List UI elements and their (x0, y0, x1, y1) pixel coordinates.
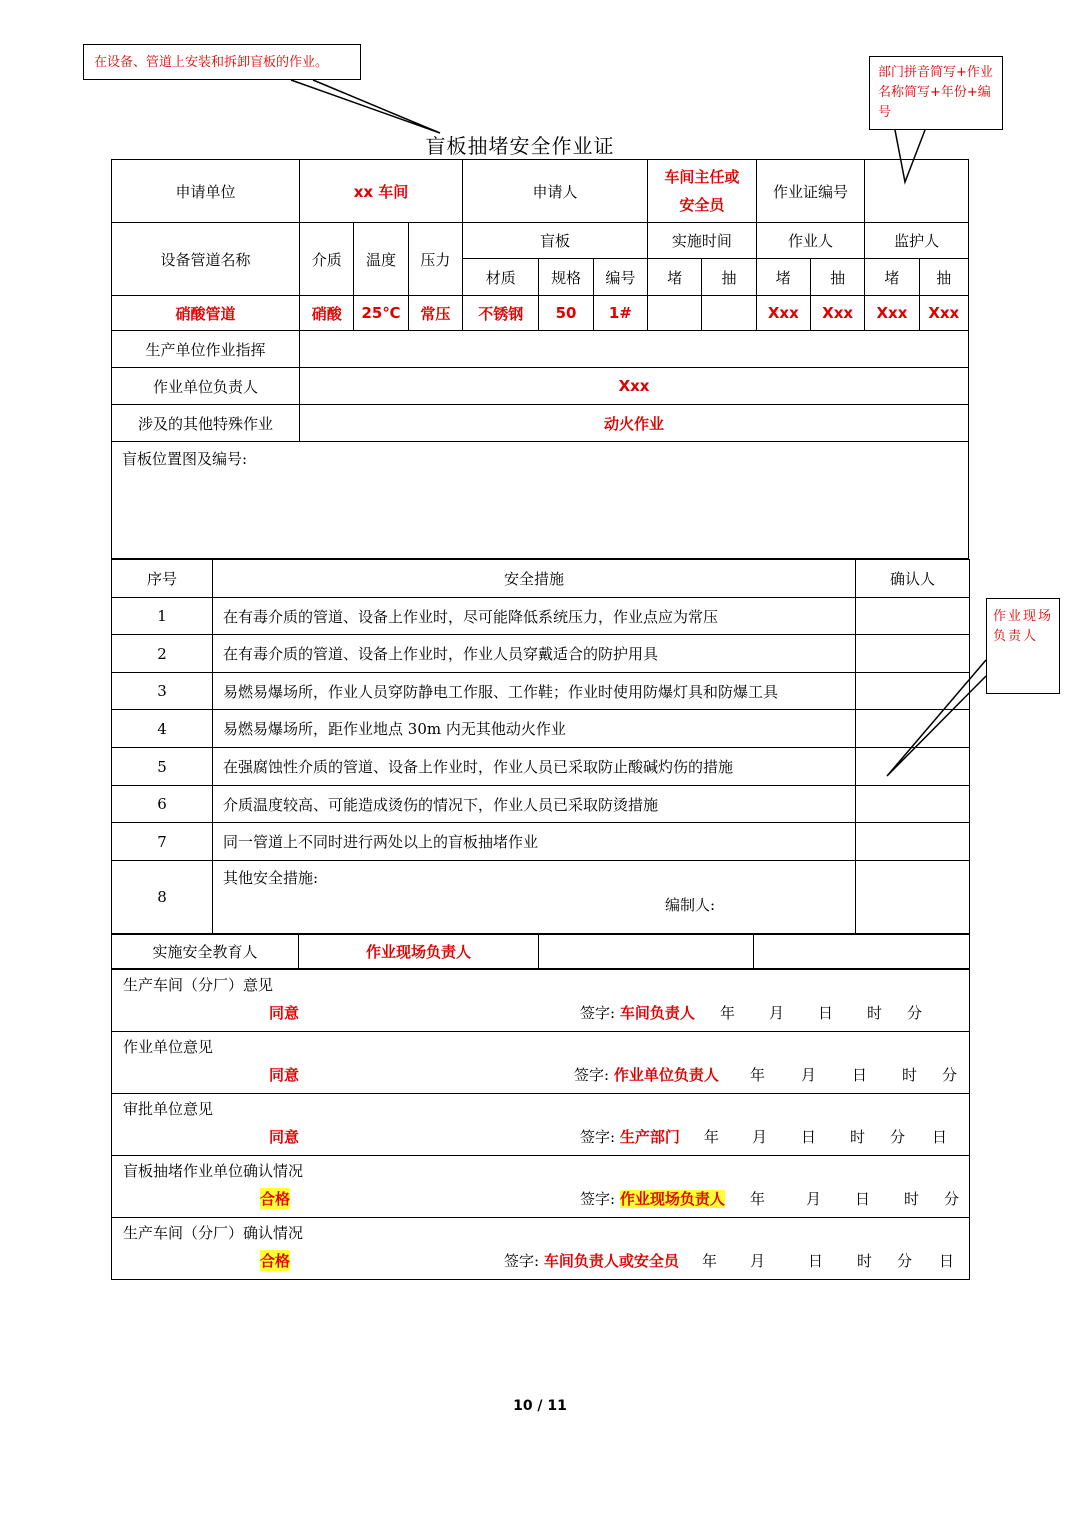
opinion-label: 作业单位意见 (123, 1038, 214, 1056)
spec-label: 规格 (539, 259, 593, 296)
measure-row (112, 598, 970, 635)
measure-text: 介质温度较高、可能造成烫伤的情况下，作业人员已采取防烫措施 (213, 786, 856, 823)
worker-pull-label: 抽 (810, 259, 864, 296)
document-title: 盲板抽堵安全作业证 (425, 134, 615, 158)
measure-no: 8 (112, 861, 213, 934)
opinion-work-unit[interactable] (112, 1032, 970, 1094)
worker-plug-value: Xxx (756, 296, 810, 331)
apply-unit-label: 申请单位 (112, 160, 300, 223)
measure-confirm[interactable] (856, 598, 970, 635)
signature (580, 1002, 695, 1023)
measure-row (112, 710, 970, 748)
callout-confirmer-note: 作业现场负责人 (986, 598, 1060, 694)
command-label: 生产单位作业指挥 (112, 331, 300, 368)
measure-confirm[interactable] (856, 710, 970, 748)
time-label: 实施时间 (648, 223, 757, 259)
time-unit-day: 日 (801, 1128, 817, 1146)
applicant-label: 申请人 (462, 160, 647, 223)
other-measures-label: 其他安全措施: (223, 869, 319, 887)
time-unit-hour: 时 (857, 1252, 873, 1270)
opinion-blind-unit-confirm[interactable] (112, 1156, 970, 1218)
time-unit-hour: 时 (904, 1190, 920, 1208)
blind-position-label: 盲板位置图及编号: (122, 450, 248, 468)
measure-confirm[interactable] (856, 748, 970, 786)
measure-no: 6 (112, 786, 213, 823)
time-unit-minute: 分 (897, 1252, 913, 1270)
applicant-value (648, 160, 757, 223)
permit-number-value[interactable] (865, 160, 969, 223)
opinion-label: 盲板抽堵作业单位确认情况 (123, 1162, 304, 1180)
worker-pull-value: Xxx (810, 296, 864, 331)
measure-row (112, 823, 970, 861)
number-label: 编号 (593, 259, 647, 296)
permit-number-label: 作业证编号 (756, 160, 865, 223)
guard-label: 监护人 (865, 223, 969, 259)
measure-text: 易燃易爆场所，作业人员穿防静电工作服、工作鞋；作业时使用防爆灯具和防爆工具 (213, 673, 856, 710)
callout-permit-number-rule: 部门拼音简写+作业名称简写+年份+编号 (869, 56, 1003, 130)
measure-row (112, 786, 970, 823)
guard-plug-label: 堵 (865, 259, 919, 296)
measure-no: 1 (112, 598, 213, 635)
time-unit-month: 月 (769, 1004, 785, 1022)
applicant-value-line2: 安全员 (679, 196, 725, 214)
temperature-value: 25℃ (354, 296, 408, 331)
time-unit-minute: 分 (890, 1128, 906, 1146)
opinion-label: 生产车间（分厂）确认情况 (123, 1224, 304, 1242)
sign-value: 车间负责人 (619, 1004, 695, 1022)
measure-row (112, 748, 970, 786)
measure-text: 易燃易爆场所，距作业地点 30m 内无其他动火作业 (213, 710, 856, 748)
signature (580, 1188, 725, 1209)
time-unit-hour: 时 (867, 1004, 883, 1022)
number-value: 1# (593, 296, 647, 331)
special-work-value: 动火作业 (300, 405, 969, 442)
measure-no: 7 (112, 823, 213, 861)
time-pull-value[interactable] (702, 296, 756, 331)
sign-label: 签字: (580, 1004, 616, 1022)
measure-row (112, 635, 970, 673)
time-unit-day: 日 (855, 1190, 871, 1208)
page-number: 10 / 11 (513, 1398, 567, 1414)
measure-confirm[interactable] (856, 823, 970, 861)
medium-value: 硝酸 (300, 296, 354, 331)
time-unit-hour: 时 (850, 1128, 866, 1146)
temperature-label: 温度 (354, 223, 408, 296)
command-value[interactable] (300, 331, 969, 368)
time-unit-day-2: 日 (939, 1252, 955, 1270)
time-unit-month: 月 (801, 1066, 817, 1084)
permit-form (111, 159, 969, 1280)
measure-no: 4 (112, 710, 213, 748)
opinion-value: 同意 (269, 1066, 300, 1084)
time-unit-year: 年 (704, 1128, 720, 1146)
sign-label: 签字: (580, 1128, 616, 1146)
equipment-name-label: 设备管道名称 (112, 223, 300, 296)
worker-plug-label: 堵 (756, 259, 810, 296)
sign-label: 签字: (504, 1252, 540, 1270)
callout-work-definition: 在设备、管道上安装和拆卸盲板的作业。 (83, 44, 361, 80)
time-unit-minute: 分 (942, 1066, 958, 1084)
time-plug-label: 堵 (648, 259, 702, 296)
time-unit-month: 月 (806, 1190, 822, 1208)
time-unit-year: 年 (720, 1004, 736, 1022)
time-unit-minute: 分 (944, 1190, 960, 1208)
measure-no: 3 (112, 673, 213, 710)
sign-value: 生产部门 (619, 1128, 680, 1146)
opinion-label: 生产车间（分厂）意见 (123, 976, 274, 994)
signature (504, 1250, 679, 1271)
spec-value: 50 (539, 296, 593, 331)
special-work-label: 涉及的其他特殊作业 (112, 405, 300, 442)
time-unit-hour: 时 (902, 1066, 918, 1084)
measure-header: 安全措施 (213, 560, 856, 598)
sign-value: 车间负责人或安全员 (543, 1252, 679, 1270)
pressure-label: 压力 (408, 223, 462, 296)
opinion-value: 同意 (269, 1128, 300, 1146)
signature (580, 1126, 680, 1147)
apply-unit-value: xx 车间 (300, 160, 463, 223)
measure-text: 在有毒介质的管道、设备上作业时，作业人员穿戴适合的防护用具 (213, 635, 856, 673)
leader-value: Xxx (300, 368, 969, 405)
measure-row-other (112, 861, 970, 934)
time-unit-minute: 分 (907, 1004, 923, 1022)
blind-position-area[interactable] (112, 442, 969, 559)
sign-label: 签字: (574, 1066, 610, 1084)
opinion-value: 合格 (260, 1252, 291, 1270)
opinion-value: 同意 (269, 1004, 300, 1022)
leader-label: 作业单位负责人 (112, 368, 300, 405)
guard-pull-label: 抽 (919, 259, 968, 296)
time-unit-day: 日 (808, 1252, 824, 1270)
measure-confirm[interactable] (856, 635, 970, 673)
opinion-workshop[interactable] (112, 970, 970, 1032)
sign-value: 作业现场负责人 (619, 1190, 725, 1208)
education-blank-1[interactable] (539, 935, 754, 969)
time-unit-month: 月 (750, 1252, 766, 1270)
opinion-label: 审批单位意见 (123, 1100, 214, 1118)
sign-value: 作业单位负责人 (613, 1066, 719, 1084)
material-value: 不锈钢 (462, 296, 538, 331)
worker-label: 作业人 (756, 223, 865, 259)
sign-label: 签字: (580, 1190, 616, 1208)
time-pull-label: 抽 (702, 259, 756, 296)
time-unit-year: 年 (702, 1252, 718, 1270)
measure-text: 同一管道上不同时进行两处以上的盲板抽堵作业 (213, 823, 856, 861)
measure-confirm[interactable] (856, 786, 970, 823)
signature (574, 1064, 719, 1085)
opinion-approval[interactable] (112, 1094, 970, 1156)
pressure-value: 常压 (408, 296, 462, 331)
measure-confirm[interactable] (856, 673, 970, 710)
time-unit-year: 年 (750, 1066, 766, 1084)
equipment-name-value: 硝酸管道 (112, 296, 300, 331)
measure-text: 在有毒介质的管道、设备上作业时，尽可能降低系统压力，作业点应为常压 (213, 598, 856, 635)
seq-header: 序号 (112, 560, 213, 598)
medium-label: 介质 (300, 223, 354, 296)
education-value: 作业现场负责人 (299, 935, 539, 969)
opinion-value: 合格 (260, 1190, 291, 1208)
applicant-value-line1: 车间主任或 (664, 168, 740, 186)
blind-label: 盲板 (462, 223, 647, 259)
confirm-header: 确认人 (856, 560, 970, 598)
education-blank-2[interactable] (754, 935, 970, 969)
measure-no: 5 (112, 748, 213, 786)
time-unit-day: 日 (818, 1004, 834, 1022)
measure-confirm[interactable] (856, 861, 970, 934)
compiler-label: 编制人: (665, 896, 716, 914)
other-measures-cell[interactable] (213, 861, 856, 934)
time-unit-day: 日 (852, 1066, 868, 1084)
opinion-workshop-confirm[interactable] (112, 1218, 970, 1280)
time-unit-month: 月 (752, 1128, 768, 1146)
measure-no: 2 (112, 635, 213, 673)
guard-plug-value: Xxx (865, 296, 919, 331)
measure-row (112, 673, 970, 710)
material-label: 材质 (462, 259, 538, 296)
time-plug-value[interactable] (648, 296, 702, 331)
education-label: 实施安全教育人 (112, 935, 299, 969)
measure-text: 在强腐蚀性介质的管道、设备上作业时，作业人员已采取防止酸碱灼伤的措施 (213, 748, 856, 786)
guard-pull-value: Xxx (919, 296, 968, 331)
time-unit-day-2: 日 (932, 1128, 948, 1146)
time-unit-year: 年 (750, 1190, 766, 1208)
